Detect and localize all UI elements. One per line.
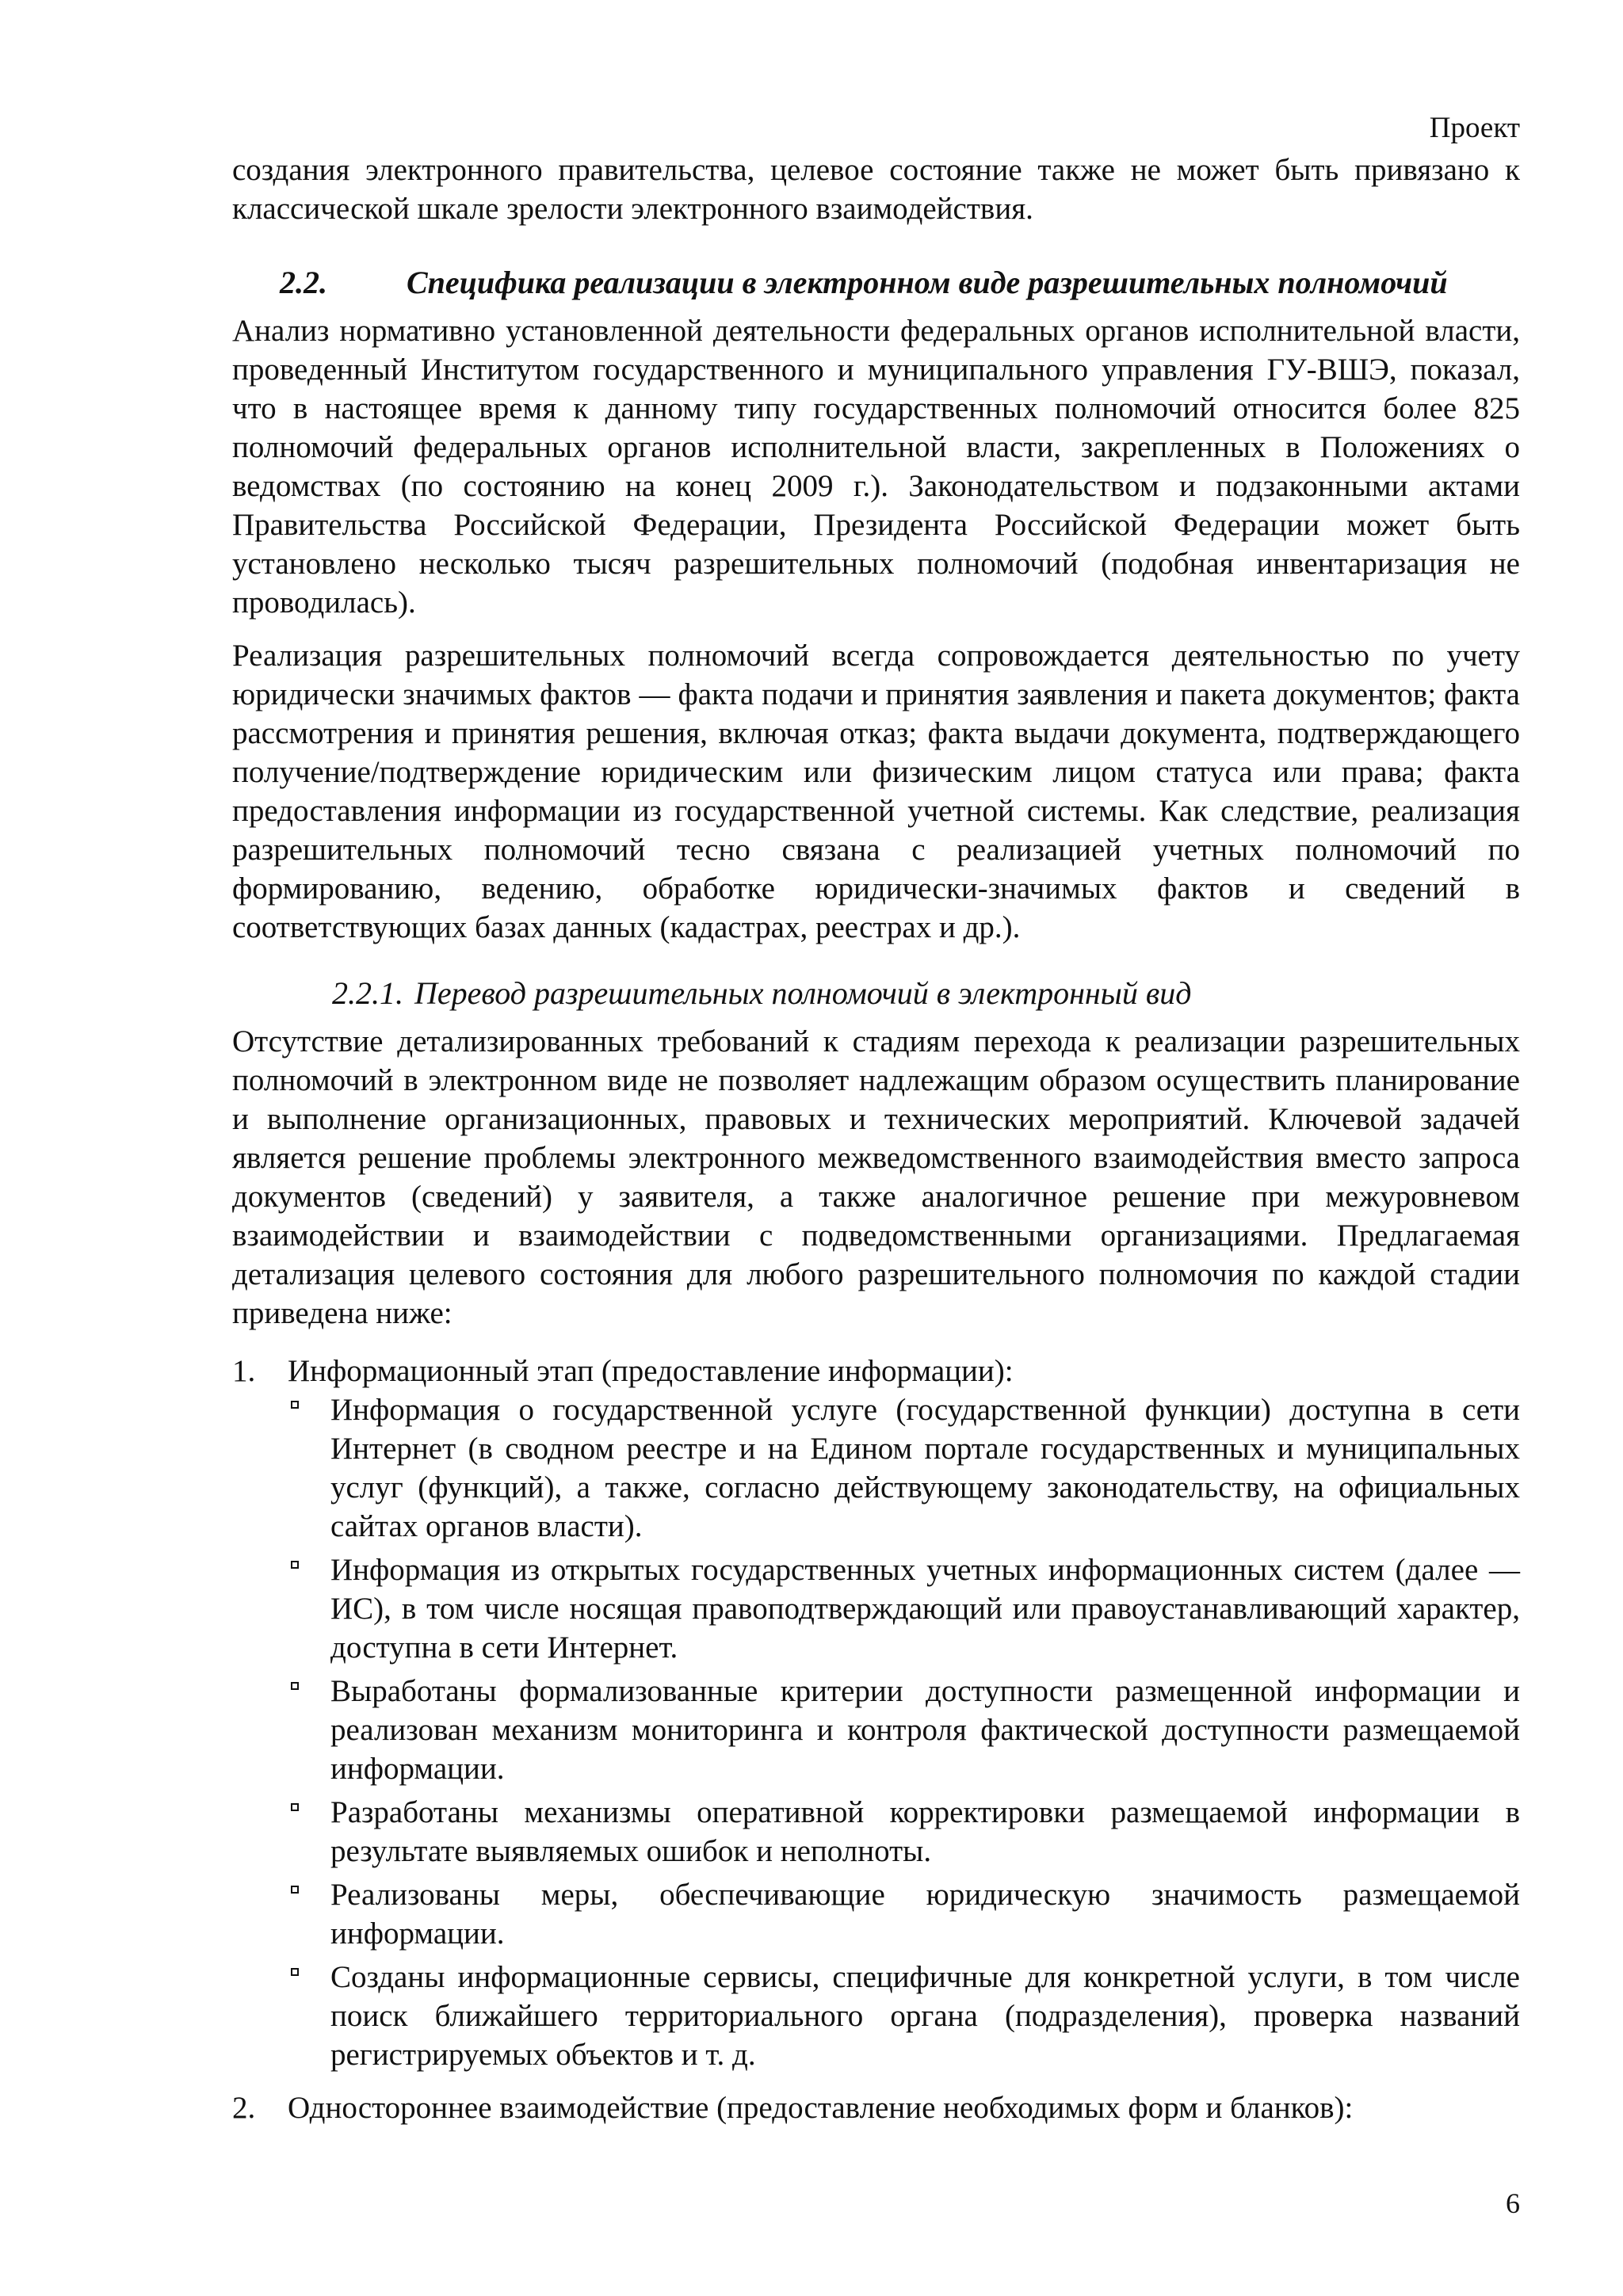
bullet-text: Разработаны механизмы оперативной корректировки размещаемой информации в результате выявляемых ошибок и неполноты. <box>330 1795 1520 1868</box>
square-bullet-icon <box>291 1682 299 1690</box>
square-bullet-icon <box>291 1561 299 1569</box>
square-bullet-icon <box>291 1803 299 1811</box>
stage-number: 1. <box>232 1354 256 1388</box>
subsection-heading <box>332 974 1520 1013</box>
square-bullet-icon <box>291 1401 299 1409</box>
bullet-item <box>288 1550 1520 1667</box>
stage-title: Информационный этап (предоставление информации): <box>288 1354 1014 1388</box>
square-bullet-icon <box>291 1968 299 1976</box>
bullet-text: Выработаны формализованные критерии доступности размещенной информации и реализован механизм мониторинга и контроля фактической доступности размещаемой информации. <box>330 1674 1520 1786</box>
stage-number: 2. <box>232 2091 256 2125</box>
bullet-item <box>288 1390 1520 1546</box>
stage-item <box>232 2088 1520 2127</box>
stages-list <box>232 1352 1520 2127</box>
section-title: Специфика реализации в электронном виде разрешительных полномочий <box>407 265 1448 300</box>
stage-bullets <box>288 1390 1520 2074</box>
subsection-number: 2.2.1. <box>332 975 403 1011</box>
bullet-text: Информация о государственной услуге (государственной функции) доступна в сети Интернет (в сводном реестре и на Едином портале государственных и муниципальных услуг (функций), а также, согласно действующему законодательству, на официальных сайтах органов власти). <box>330 1393 1520 1543</box>
bullet-text: Реализованы меры, обеспечивающие юридическую значимость размещаемой информации. <box>330 1878 1520 1951</box>
bullet-item <box>288 1672 1520 1788</box>
section-paragraph: Реализация разрешительных полномочий всегда сопровождается деятельностью по учету юридически значимых фактов — факта подачи и принятия заявления и пакета документов; факта рассмотрения и принятия решения, включая отказ; факта выдачи документа, подтверждающего получение/подтверждение юридическим или физическим лицом статуса или права; факта предоставления информации из государственной учетной системы. Как следствие, реализация разрешительных полномочий тесно связана с реализацией учетных полномочий по формированию, ведению, обработке юридически-значимых фактов и сведений в соответствующих базах данных (кадастрах, реестрах и др.). <box>232 639 1520 944</box>
stage-item <box>232 1352 1520 2074</box>
square-bullet-icon <box>291 1886 299 1894</box>
section-heading <box>232 263 1520 302</box>
page-number: 6 <box>1506 2187 1520 2219</box>
bullet-item <box>288 1793 1520 1871</box>
bullet-text: Созданы информационные сервисы, специфичные для конкретной услуги, в том числе поиск ближайшего территориального органа (подразделения), проверка названий регистрируемых объектов и т. д. <box>330 1960 1520 2072</box>
bullet-item <box>288 1958 1520 2074</box>
stage-title: Одностороннее взаимодействие (предоставление необходимых форм и бланков): <box>288 2091 1354 2125</box>
bullet-item <box>288 1875 1520 1953</box>
header-project-label: Проект <box>1429 112 1520 144</box>
document-body <box>232 151 1520 2142</box>
section-number: 2.2. <box>280 265 327 300</box>
section-paragraph: Анализ нормативно установленной деятельности федеральных органов исполнительной власти, проведенный Институтом государственного и муниципального управления ГУ-ВШЭ, показал, что в настоящее время к данному типу государственных полномочий относится более 825 полномочий федеральных органов исполнительной власти, закрепленных в Положениях о ведомствах (по состоянию на конец 2009 г.). Законодательством и подзаконными актами Правительства Российской Федерации, Президента Российской Федерации может быть установлено несколько тысяч разрешительных полномочий (подобная инвентаризация не проводилась). <box>232 314 1520 620</box>
bullet-text: Информация из открытых государственных учетных информационных систем (далее — ИС), в том числе носящая правоподтверждающий или правоустанавливающий характер, доступна в сети Интернет. <box>330 1553 1520 1665</box>
subsection-title: Перевод разрешительных полномочий в электронный вид <box>414 975 1192 1011</box>
subsection-paragraph: Отсутствие детализированных требований к стадиям перехода к реализации разрешительных полномочий в электронном виде не позволяет надлежащим образом осуществить планирование и выполнение организационных, правовых и технических мероприятий. Ключевой задачей является решение проблемы электронного межведомственного взаимодействия вместо запроса документов (сведений) у заявителя, а также аналогичное решение при межуровневом взаимодействии и взаимодействии с подведомственными организациями. Предлагаемая детализация целевого состояния для любого разрешительного полномочия по каждой стадии приведена ниже: <box>232 1024 1520 1330</box>
intro-paragraph: создания электронного правительства, целевое состояние также не может быть привязано к классической шкале зрелости электронного взаимодействия. <box>232 153 1520 226</box>
